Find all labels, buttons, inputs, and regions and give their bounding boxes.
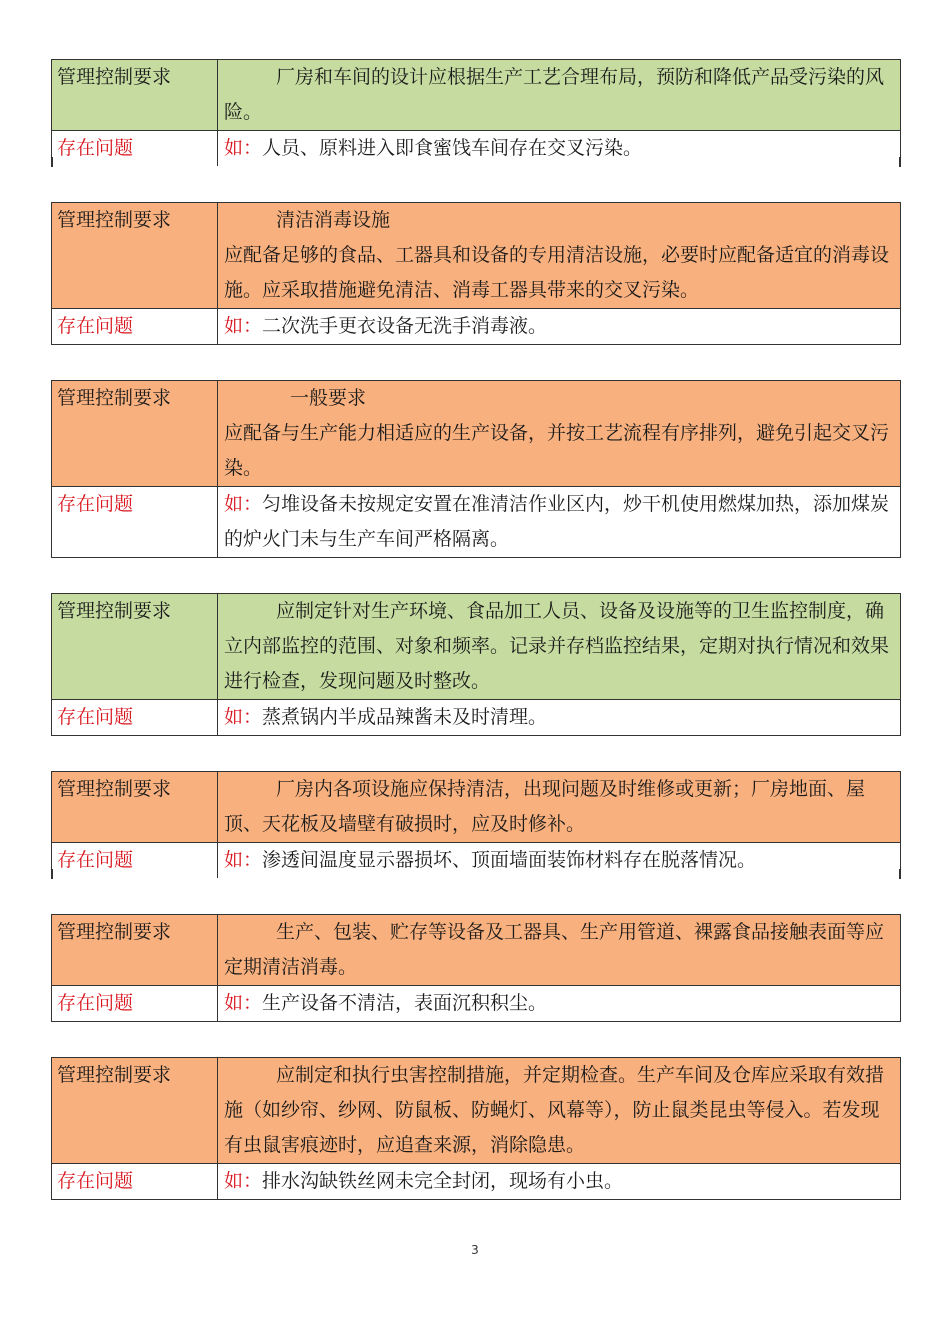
requirement-row bbox=[52, 381, 901, 487]
requirement-text: 一般要求 应配备与生产能力相适应的生产设备，并按工艺流程有序排列，避免引起交叉污染。 bbox=[218, 381, 901, 487]
requirement-block-1 bbox=[51, 59, 901, 166]
requirement-row bbox=[52, 594, 901, 700]
requirement-row bbox=[52, 1058, 901, 1164]
problem-text: 如：匀堆设备未按规定安置在准清洁作业区内，炒干机使用燃煤加热，添加煤炭的炉火门未与生产车间严格隔离。 bbox=[218, 487, 901, 558]
table-edge-tick bbox=[899, 869, 901, 879]
problem-text: 如：生产设备不清洁，表面沉积积尘。 bbox=[218, 986, 901, 1022]
requirement-block-3 bbox=[51, 380, 901, 558]
requirement-label: 管理控制要求 bbox=[52, 915, 218, 986]
example-prefix: 如： bbox=[224, 992, 263, 1014]
requirement-heading: 一般要求 bbox=[290, 387, 367, 409]
requirement-text: 厂房内各项设施应保持清洁，出现问题及时维修或更新；厂房地面、屋顶、天花板及墙壁有破损时，应及时修补。 bbox=[218, 772, 901, 843]
problem-row bbox=[52, 700, 901, 736]
requirement-row bbox=[52, 772, 901, 843]
requirement-block-6 bbox=[51, 914, 901, 1022]
requirement-block-5 bbox=[51, 771, 901, 878]
requirement-text: 清洁消毒设施 应配备足够的食品、工器具和设备的专用清洁设施，必要时应配备适宜的消毒设施。应采取措施避免清洁、消毒工器具带来的交叉污染。 bbox=[218, 203, 901, 309]
requirement-text: 应制定针对生产环境、食品加工人员、设备及设施等的卫生监控制度，确立内部监控的范围、对象和频率。记录并存档监控结果，定期对执行情况和效果进行检查，发现问题及时整改。 bbox=[218, 594, 901, 700]
problem-row bbox=[52, 1164, 901, 1200]
page-number: 3 bbox=[471, 1243, 479, 1257]
example-prefix: 如： bbox=[224, 315, 263, 337]
example-prefix: 如： bbox=[224, 137, 263, 159]
example-prefix: 如： bbox=[224, 1170, 263, 1192]
problem-label: 存在问题 bbox=[52, 487, 218, 558]
requirement-row bbox=[52, 915, 901, 986]
problem-text: 如：排水沟缺铁丝网未完全封闭，现场有小虫。 bbox=[218, 1164, 901, 1200]
requirement-text: 应制定和执行虫害控制措施，并定期检查。生产车间及仓库应采取有效措施（如纱帘、纱网、防鼠板、防蝇灯、风幕等），防止鼠类昆虫等侵入。若发现有虫鼠害痕迹时，应追查来源，消除隐患。 bbox=[218, 1058, 901, 1164]
requirement-heading: 清洁消毒设施 bbox=[276, 209, 391, 231]
problem-text: 如：人员、原料进入即食蜜饯车间存在交叉污染。 bbox=[218, 131, 901, 167]
requirement-block-2 bbox=[51, 202, 901, 345]
requirement-row bbox=[52, 60, 901, 131]
problem-text: 如：渗透间温度显示器损坏、顶面墙面装饰材料存在脱落情况。 bbox=[218, 843, 901, 879]
requirement-label: 管理控制要求 bbox=[52, 203, 218, 309]
table-edge-tick bbox=[51, 157, 53, 167]
problem-row bbox=[52, 309, 901, 345]
requirement-block-4 bbox=[51, 593, 901, 736]
problem-row bbox=[52, 131, 901, 167]
problem-row bbox=[52, 843, 901, 879]
problem-label: 存在问题 bbox=[52, 700, 218, 736]
requirement-label: 管理控制要求 bbox=[52, 594, 218, 700]
problem-label: 存在问题 bbox=[52, 1164, 218, 1200]
problem-label: 存在问题 bbox=[52, 131, 218, 167]
requirement-label: 管理控制要求 bbox=[52, 60, 218, 131]
requirement-label: 管理控制要求 bbox=[52, 381, 218, 487]
requirement-text: 厂房和车间的设计应根据生产工艺合理布局，预防和降低产品受污染的风险。 bbox=[218, 60, 901, 131]
requirement-label: 管理控制要求 bbox=[52, 1058, 218, 1164]
requirement-label: 管理控制要求 bbox=[52, 772, 218, 843]
problem-label: 存在问题 bbox=[52, 309, 218, 345]
problem-row bbox=[52, 986, 901, 1022]
table-edge-tick bbox=[51, 869, 53, 879]
requirement-text: 生产、包装、贮存等设备及工器具、生产用管道、裸露食品接触表面等应定期清洁消毒。 bbox=[218, 915, 901, 986]
problem-text: 如：蒸煮锅内半成品辣酱未及时清理。 bbox=[218, 700, 901, 736]
example-prefix: 如： bbox=[224, 493, 263, 515]
problem-text: 如：二次洗手更衣设备无洗手消毒液。 bbox=[218, 309, 901, 345]
problem-label: 存在问题 bbox=[52, 986, 218, 1022]
table-edge-tick bbox=[899, 157, 901, 167]
requirement-block-7 bbox=[51, 1057, 901, 1200]
problem-row bbox=[52, 487, 901, 558]
requirement-row bbox=[52, 203, 901, 309]
example-prefix: 如： bbox=[224, 849, 263, 871]
example-prefix: 如： bbox=[224, 706, 263, 728]
problem-label: 存在问题 bbox=[52, 843, 218, 879]
